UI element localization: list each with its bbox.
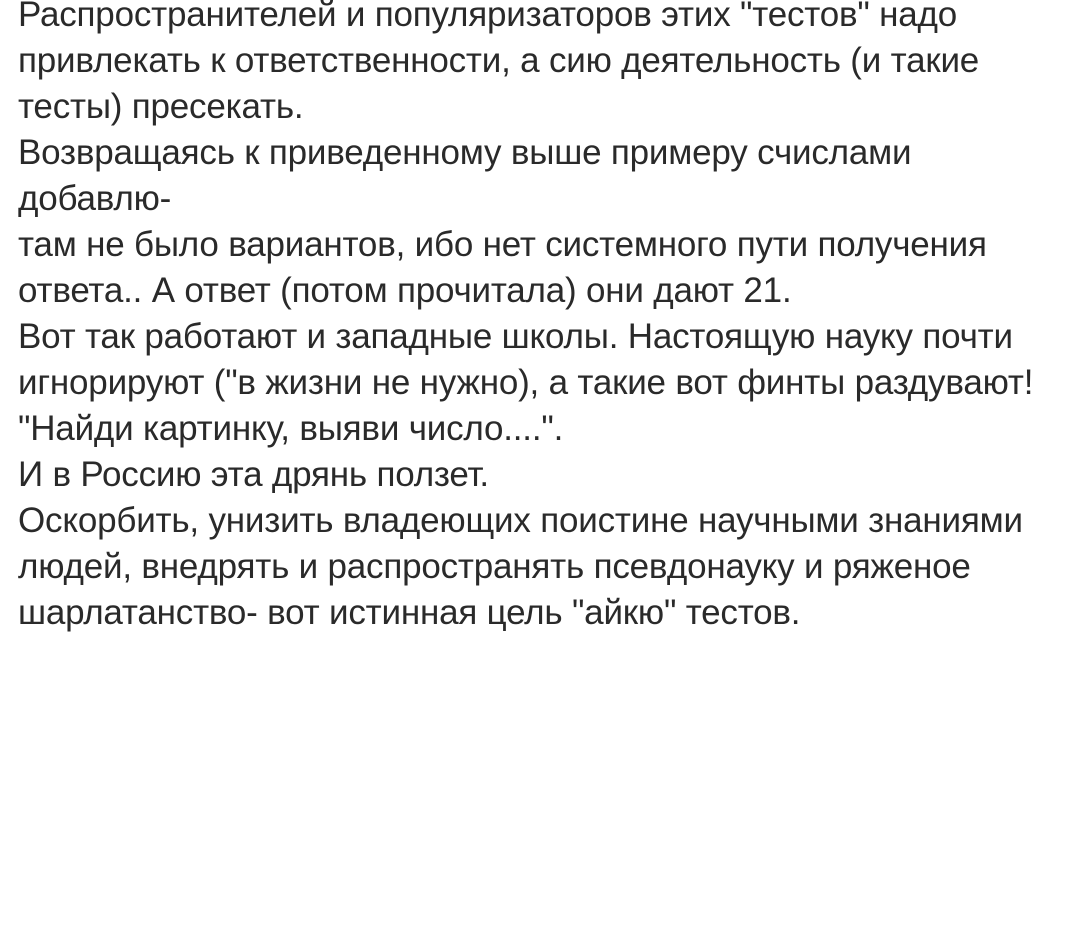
- document-text-block: [18, 0, 1062, 636]
- paragraph: И в Россию эта дрянь ползет.: [18, 455, 489, 494]
- paragraph: там не было вариантов, ибо нет системного пути получения ответа.. А ответ (потом прочитала) они дают 21.: [18, 225, 997, 310]
- paragraph: Вот так работают и западные школы. Настоящую науку почти игнорируют ("в жизни не нужно), а такие вот финты раздувают! "Найди картинку, выяви число....".: [18, 317, 1043, 448]
- paragraph: Оскорбить, унизить владеющих поистине научными знаниями людей, внедрять и распространять псевдонауку и ряженое шарлатанство- вот истинная цель "айкю" тестов.: [18, 501, 1033, 632]
- paragraph: Возвращаясь к приведенному выше примеру счислами добавлю-: [18, 133, 921, 218]
- paragraph: Распространителей и популяризаторов этих "тестов" надо привлекать к ответственности, а сию деятельность (и такие тесты) пресекать.: [18, 0, 989, 126]
